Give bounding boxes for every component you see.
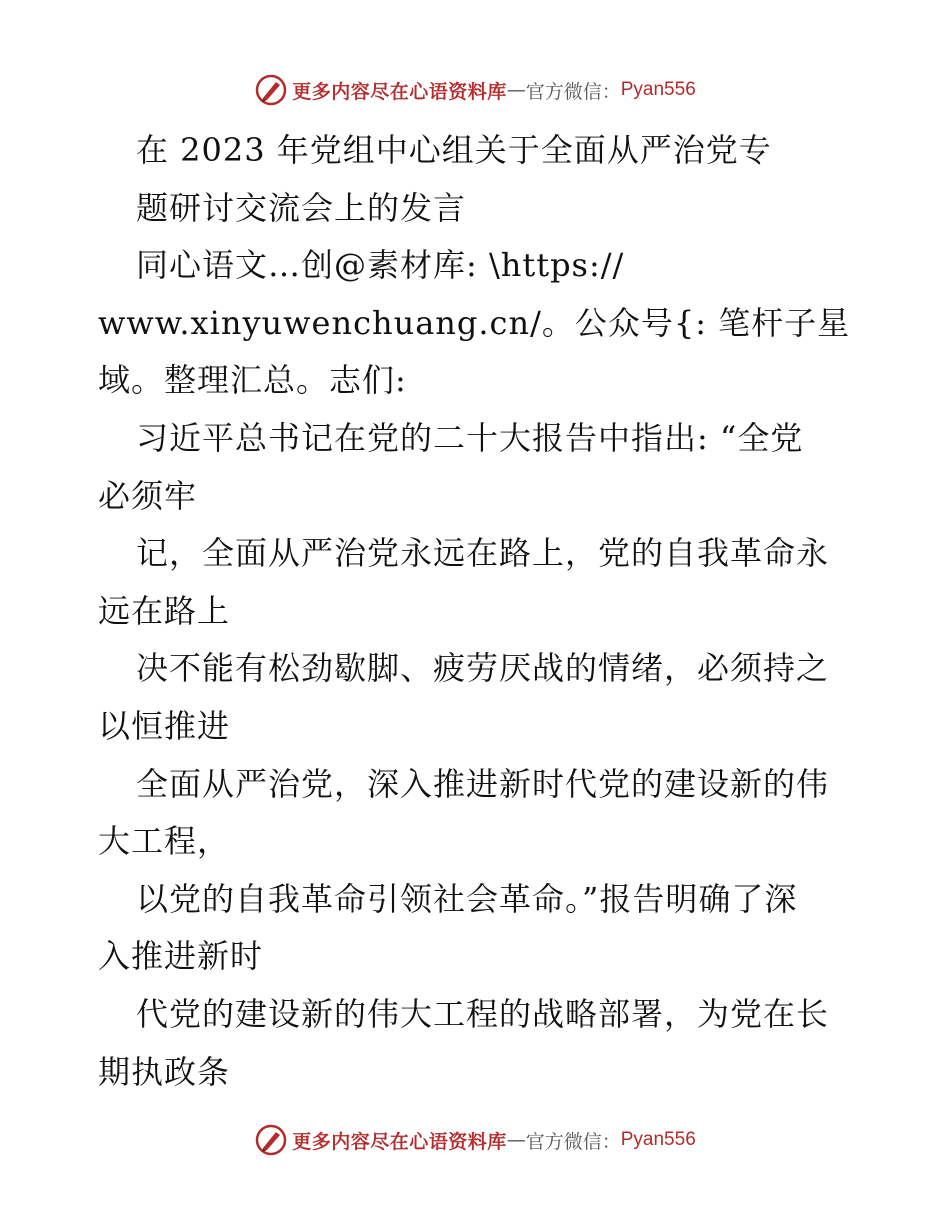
banner-wechat-label: 官方微信： [525,80,621,103]
paragraph-line: 以恒推进 [98,706,231,745]
source-line-2: www.xinyuwenchuang.cn/。公众号{: 笔杆子星 [98,303,851,342]
paragraph-line: 全面从严治党，深入推进新时代党的建设新的伟 [136,764,830,803]
header-watermark-banner [0,72,950,108]
footer-watermark-banner [0,1122,950,1158]
paragraph-line: 习近平总书记在党的二十大报告中指出: “全党 [136,418,804,457]
paragraph-line: 决不能有松劲歇脚、疲劳厌战的情绪，必须持之 [136,649,830,688]
document-body [98,122,858,1101]
banner-separator: — [506,1129,526,1151]
banner-wechat-id: Pyan556 [620,1129,696,1150]
banner-main-text: 更多内容尽在心语资料库 [292,80,507,103]
paragraph-line: 必须牢 [98,476,198,515]
paragraph-line: 期执政条 [98,1052,231,1091]
banner-wechat-label: 官方微信： [525,1130,621,1153]
pen-logo-icon [254,1123,288,1157]
paragraph-line: 代党的建设新的伟大工程的战略部署，为党在长 [136,994,830,1033]
banner-separator: — [506,79,526,101]
banner-wechat-id: Pyan556 [620,79,696,100]
paragraph-line: 远在路上 [98,591,231,630]
paragraph-line: 记，全面从严治党永远在路上，党的自我革命永 [136,534,830,573]
paragraph-line: 入推进新时 [98,937,264,976]
paragraph-line: 大工程， [98,822,231,861]
paragraph-line: 以党的自我革命引领社会革命。”报告明确了深 [136,879,798,918]
title-line-2: 题研讨交流会上的发言 [136,188,467,227]
pen-logo-icon [254,73,288,107]
source-line-1: 同心语文…创@素材库: \https:// [136,246,625,285]
source-line-3: 域。整理汇总。志们: [98,361,407,400]
banner-main-text: 更多内容尽在心语资料库 [292,1130,507,1153]
title-line-1: 在 2023 年党组中心组关于全面从严治党专 [136,131,772,169]
